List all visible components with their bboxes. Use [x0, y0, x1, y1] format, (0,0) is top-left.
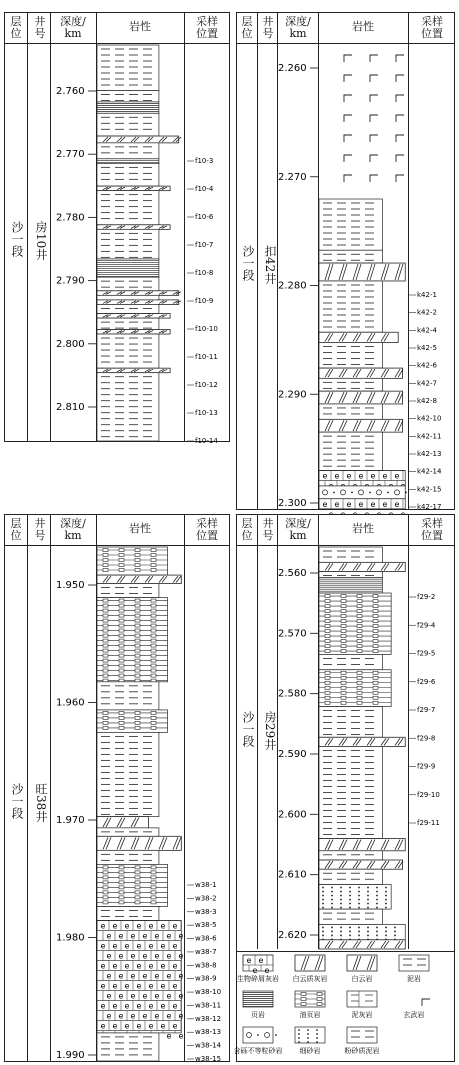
svg-text:e: e: [358, 499, 364, 509]
well-label: 房10井: [34, 221, 48, 261]
depth-label: 1.990: [56, 1050, 85, 1061]
depth-label: 2.600: [278, 809, 307, 821]
svg-text:e: e: [112, 1021, 118, 1031]
svg-text:e: e: [106, 991, 112, 1001]
svg-text:e: e: [166, 1011, 172, 1021]
svg-text:e: e: [148, 1001, 154, 1011]
column-panel-fang29: [233, 514, 455, 1062]
depth-label: 2.570: [278, 628, 307, 640]
svg-text:e: e: [172, 1001, 178, 1011]
sample-label: f10-12: [195, 381, 218, 389]
svg-text:e: e: [178, 1011, 184, 1021]
sample-label: k42-14: [417, 467, 442, 476]
svg-text:e: e: [118, 1011, 124, 1021]
sample-label: w38-6: [195, 934, 217, 943]
well-label: 房29井: [263, 711, 277, 751]
layer-label: 沙一段: [241, 711, 255, 747]
depth-label: 2.800: [56, 338, 85, 350]
header-well: 井 号: [262, 15, 274, 40]
sample-label: k42-6: [417, 361, 437, 370]
svg-text:e: e: [178, 931, 184, 941]
depth-label: 1.950: [56, 580, 85, 591]
svg-text:e: e: [142, 991, 148, 1001]
svg-text:e: e: [334, 471, 340, 481]
svg-text:e: e: [136, 981, 142, 991]
svg-text:e: e: [124, 981, 130, 991]
sample-label: f29-6: [417, 677, 436, 686]
svg-text:e: e: [322, 471, 328, 481]
svg-text:e: e: [172, 941, 178, 951]
svg-text:e: e: [148, 941, 154, 951]
sample-label: f29-10: [417, 790, 440, 799]
depth-label: 2.620: [278, 930, 307, 941]
sample-label: w38-11: [195, 1001, 222, 1010]
header-lithology: 岩性: [129, 20, 151, 33]
sample-label: f29-4: [417, 621, 436, 630]
sample-label: f29-2: [417, 593, 436, 601]
svg-text:e: e: [100, 921, 106, 931]
svg-text:e: e: [136, 1021, 142, 1031]
svg-text:e: e: [154, 971, 160, 981]
svg-text:e: e: [172, 961, 178, 971]
svg-text:e: e: [142, 971, 148, 981]
header-sample: 采样 位置: [421, 15, 443, 40]
sample-label: k42-15: [417, 485, 442, 494]
svg-text:e: e: [106, 971, 112, 981]
svg-text:e: e: [100, 981, 106, 991]
sample-label: f29-9: [417, 762, 436, 771]
column-panel-fang10: [4, 12, 230, 445]
svg-text:e: e: [166, 971, 172, 981]
svg-text:e: e: [112, 981, 118, 991]
sample-label: f29-11: [417, 819, 440, 827]
depth-label: 2.770: [56, 149, 85, 161]
svg-text:e: e: [322, 499, 328, 509]
legend-label: 白云质灰岩: [292, 975, 328, 983]
svg-text:e: e: [160, 1021, 166, 1031]
svg-text:e: e: [172, 981, 178, 991]
svg-text:e: e: [100, 1021, 106, 1031]
svg-text:e: e: [178, 1031, 184, 1041]
sample-label: f29-8: [417, 734, 436, 743]
svg-text:e: e: [124, 941, 130, 951]
legend-label: 生物碎屑灰岩: [237, 975, 279, 983]
svg-text:e: e: [118, 931, 124, 941]
svg-text:e: e: [148, 1021, 154, 1031]
legend-label: 含砾不等粒砂岩: [233, 1047, 283, 1055]
svg-text:e: e: [166, 1031, 172, 1041]
svg-text:e: e: [130, 991, 136, 1001]
header-layer: 层 位: [241, 15, 253, 40]
svg-text:e: e: [252, 966, 258, 975]
svg-text:e: e: [136, 921, 142, 931]
svg-text:e: e: [142, 931, 148, 941]
sample-label: f10-11: [195, 353, 218, 361]
svg-text:e: e: [166, 991, 172, 1001]
header-depth: 深度/ km: [60, 15, 86, 40]
legend-label: 白云岩: [351, 975, 373, 983]
well-label: 扣42井: [263, 245, 277, 285]
well-label: 旺38井: [34, 783, 48, 823]
header-sample: 采样 位置: [196, 517, 218, 542]
sample-label: k42-17: [417, 503, 442, 511]
svg-text:e: e: [154, 951, 160, 961]
sample-label: w38-7: [195, 947, 217, 956]
sample-label: k42-5: [417, 344, 437, 352]
svg-text:e: e: [178, 971, 184, 981]
svg-text:e: e: [394, 499, 400, 509]
svg-text:e: e: [264, 966, 270, 975]
header-well: 井 号: [34, 15, 46, 40]
svg-text:e: e: [370, 471, 376, 481]
sample-label: f10-7: [195, 241, 214, 249]
sample-label: w38-12: [195, 1014, 222, 1023]
legend-label: 粉砂质泥岩: [344, 1047, 380, 1055]
svg-text:e: e: [112, 941, 118, 951]
sample-label: f10-4: [195, 185, 214, 193]
depth-label: 1.980: [56, 932, 85, 944]
layer-label: 沙一段: [241, 245, 255, 281]
sample-label: w38-8: [195, 961, 217, 970]
sample-label: w38-1: [195, 881, 217, 889]
depth-label: 2.270: [278, 171, 307, 183]
svg-text:e: e: [136, 961, 142, 971]
svg-text:e: e: [172, 1021, 178, 1031]
header-depth: 深度/ km: [285, 15, 311, 40]
header-lithology: 岩性: [352, 20, 374, 33]
svg-text:e: e: [112, 961, 118, 971]
svg-text:e: e: [334, 499, 340, 509]
depth-label: 2.580: [278, 688, 307, 700]
svg-text:e: e: [160, 941, 166, 951]
header-layer: 层 位: [10, 517, 22, 542]
sample-label: k42-7: [417, 379, 437, 388]
svg-text:e: e: [124, 1021, 130, 1031]
lithology-column: [237, 13, 456, 511]
svg-text:e: e: [258, 956, 264, 965]
sample-label: k42-13: [417, 450, 442, 458]
sample-label: f10-8: [195, 269, 214, 277]
svg-text:e: e: [382, 471, 388, 481]
svg-text:e: e: [346, 471, 352, 481]
svg-text:e: e: [154, 931, 160, 941]
svg-text:e: e: [172, 921, 178, 931]
sample-label: f10-13: [195, 409, 218, 417]
svg-text:e: e: [142, 951, 148, 961]
header-lithology: 岩性: [352, 522, 374, 535]
svg-text:e: e: [148, 921, 154, 931]
svg-text:e: e: [346, 499, 352, 509]
legend-label: 油页岩: [299, 1011, 321, 1019]
sample-label: k42-8: [417, 397, 437, 405]
lithology-column: [5, 13, 231, 443]
sample-label: f10-14: [195, 437, 218, 445]
sample-label: k42-10: [417, 414, 442, 423]
svg-text:e: e: [118, 991, 124, 1001]
depth-label: 2.260: [278, 63, 307, 74]
lithology-column: [237, 515, 456, 951]
svg-text:e: e: [166, 951, 172, 961]
sample-label: k42-11: [417, 432, 442, 441]
svg-text:e: e: [148, 981, 154, 991]
depth-label: 2.610: [278, 869, 307, 881]
legend-label: 泥灰岩: [351, 1011, 373, 1019]
svg-text:e: e: [154, 1011, 160, 1021]
svg-text:e: e: [124, 1001, 130, 1011]
layer-label: 沙一段: [10, 783, 24, 819]
svg-text:e: e: [160, 921, 166, 931]
legend: [233, 951, 456, 1063]
sample-label: w38-2: [195, 894, 217, 903]
svg-text:e: e: [382, 499, 388, 509]
svg-text:e: e: [100, 941, 106, 951]
sample-label: w38-5: [195, 921, 217, 930]
svg-text:e: e: [130, 1011, 136, 1021]
legend-label: 玄武岩: [403, 1011, 425, 1019]
svg-text:e: e: [160, 961, 166, 971]
svg-text:e: e: [112, 1001, 118, 1011]
sample-label: f10-3: [195, 157, 214, 165]
depth-label: 2.780: [56, 212, 85, 224]
sample-label: f29-7: [417, 706, 436, 714]
header-layer: 层 位: [10, 15, 22, 40]
sample-label: w38-10: [195, 988, 222, 997]
header-well: 井 号: [34, 517, 46, 542]
header-well: 井 号: [262, 517, 274, 542]
sample-label: f10-9: [195, 297, 214, 305]
svg-text:e: e: [154, 991, 160, 1001]
svg-text:e: e: [130, 951, 136, 961]
svg-text:e: e: [142, 1011, 148, 1021]
svg-text:e: e: [136, 1001, 142, 1011]
svg-text:e: e: [100, 1001, 106, 1011]
svg-text:e: e: [106, 1011, 112, 1021]
depth-label: 2.290: [278, 389, 307, 401]
depth-label: 2.300: [278, 498, 307, 509]
svg-text:e: e: [394, 471, 400, 481]
depth-label: 2.560: [278, 568, 307, 579]
svg-text:e: e: [136, 941, 142, 951]
sample-label: k42-2: [417, 308, 437, 317]
svg-text:e: e: [178, 951, 184, 961]
svg-text:e: e: [112, 921, 118, 931]
sample-label: f10-6: [195, 213, 214, 221]
depth-label: 2.280: [278, 280, 307, 292]
svg-text:e: e: [106, 931, 112, 941]
layer-label: 沙一段: [10, 221, 24, 257]
sample-label: w38-9: [195, 974, 217, 983]
svg-text:e: e: [100, 961, 106, 971]
depth-label: 2.760: [56, 86, 85, 97]
svg-text:e: e: [148, 961, 154, 971]
column-panel-kou42: [236, 12, 455, 510]
header-depth: 深度/ km: [60, 517, 86, 542]
depth-label: 1.960: [56, 697, 85, 709]
sample-label: f10-10: [195, 325, 218, 333]
svg-text:e: e: [130, 971, 136, 981]
sample-label: k42-4: [417, 326, 437, 335]
svg-text:e: e: [160, 981, 166, 991]
header-depth: 深度/ km: [285, 517, 311, 542]
sample-label: w38-3: [195, 907, 217, 916]
header-lithology: 岩性: [129, 522, 151, 535]
header-sample: 采样 位置: [421, 517, 443, 542]
svg-text:e: e: [118, 951, 124, 961]
legend-label: 页岩: [251, 1011, 265, 1019]
svg-text:e: e: [370, 499, 376, 509]
depth-label: 2.590: [278, 749, 307, 760]
sample-label: f29-5: [417, 649, 436, 658]
header-sample: 采样 位置: [196, 15, 218, 40]
depth-label: 1.970: [56, 815, 85, 826]
svg-text:e: e: [130, 931, 136, 941]
column-panel-wang38: [4, 514, 230, 1062]
header-layer: 层 位: [241, 517, 253, 542]
svg-text:e: e: [124, 921, 130, 931]
lithology-column: [5, 515, 231, 1063]
sample-label: k42-1: [417, 291, 437, 299]
svg-text:e: e: [118, 971, 124, 981]
sample-label: w38-14: [195, 1041, 222, 1050]
sample-label: w38-15: [195, 1055, 222, 1063]
svg-text:e: e: [166, 931, 172, 941]
depth-label: 2.810: [56, 402, 85, 413]
svg-text:e: e: [178, 991, 184, 1001]
svg-text:e: e: [160, 1001, 166, 1011]
sample-label: w38-13: [195, 1028, 222, 1037]
legend-label: 细砂岩: [299, 1047, 321, 1055]
svg-text:e: e: [358, 471, 364, 481]
depth-label: 2.790: [56, 275, 85, 287]
legend-label: 泥岩: [407, 975, 421, 983]
svg-text:e: e: [124, 961, 130, 971]
svg-text:e: e: [246, 956, 252, 965]
svg-text:e: e: [106, 951, 112, 961]
